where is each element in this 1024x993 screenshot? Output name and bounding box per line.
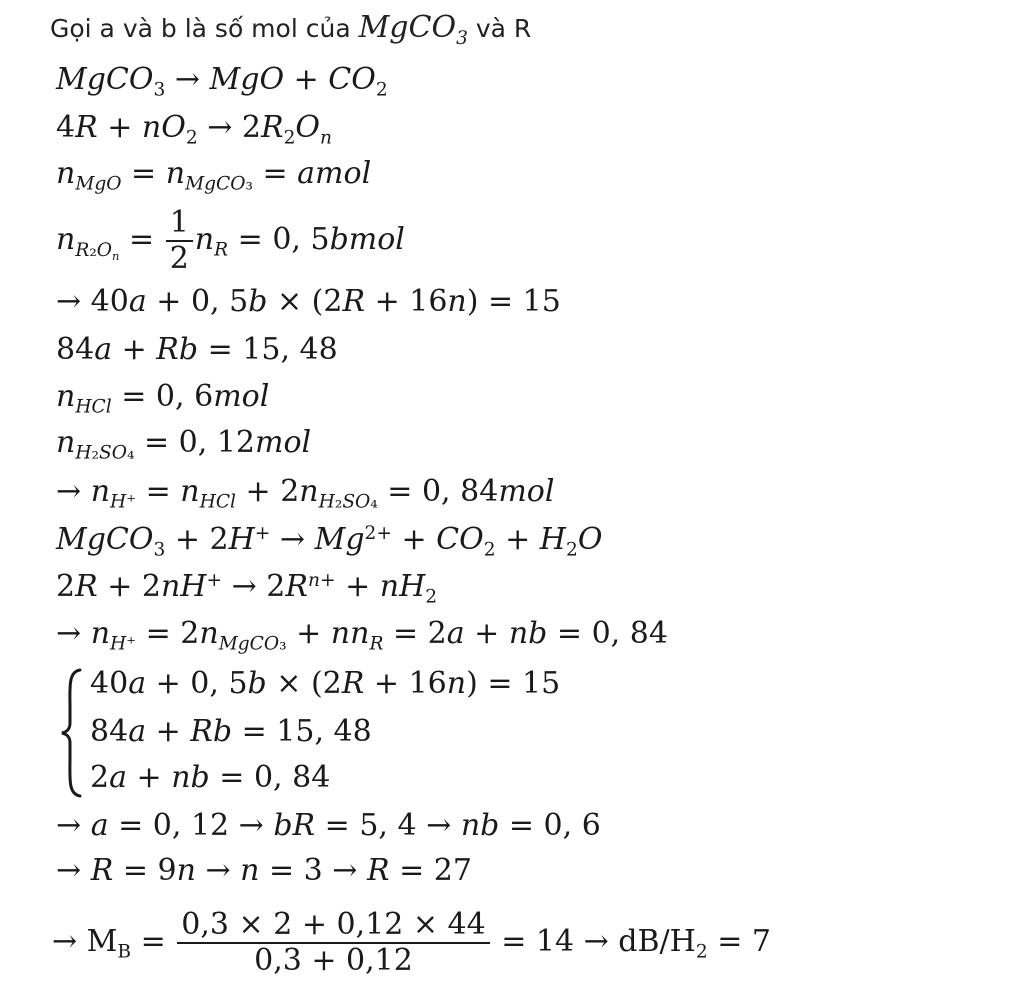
final-result-line: → $M_B$ = $\frac{0,3 \times 2 + 0,12 \times 44}{0,3 + 0,12}$ = $14 \to dB/H_2 = 7$ (52, 907, 771, 978)
system-equation-2: 84a + Rb = 15, 48 (90, 714, 372, 749)
equation-line-8: $n_{H_2SO_4} = 0$, 12mol (56, 425, 312, 464)
system-equation-3: 2a + nb = 0, 84 (90, 760, 331, 795)
intro-formula: MgCO$_3$ (358, 10, 468, 49)
equation-line-12: → $n_{H^+} = 2n_{MgCO_3} + nn_R = 2a$ + nb = 0, 84 (56, 616, 668, 655)
system-brace (60, 668, 82, 798)
intro-sentence (50, 8, 531, 49)
equation-line-2: $4R + nO_2 \to 2R_2O_n$ (56, 110, 332, 149)
equation-line-5: → 40a + 0, 5b × (2R + 16n) = 15 (56, 284, 561, 319)
system-equation-1: 40a + 0, 5b × (2R + 16n) = 15 (90, 666, 561, 701)
result-line-2: → R = 9n → n = 3 → R = 27 (56, 853, 472, 888)
equation-line-6: 84a + Rb = 15, 48 (56, 332, 338, 367)
equation-line-4: $n_{R_2O_n}$ = $\frac{1}{2}$ $n_R = 0$, 5bmol (56, 205, 405, 276)
equation-line-10: MgCO$_3$ + $2H^+ \to Mg^{2+} + CO_2 + H_2O$ (56, 522, 603, 561)
intro-text-prefix: Gọi a và b là số mol của (50, 14, 359, 43)
fraction-one-half: $\frac{1}{2}$ (166, 206, 193, 276)
intro-text-suffix: và R (467, 14, 532, 43)
equation-line-9: → $n_{H^+} = n_{HCl} + 2n_{H_2SO_4} = 0$, 84mol (56, 474, 555, 513)
final-fraction (177, 908, 489, 978)
result-line-1: → a = 0, 12 → bR = 5, 4 → nb = 0, 6 (56, 808, 601, 843)
equation-line-3: $n_{MgO} = n_{MgCO_3}$ = amol (56, 156, 372, 195)
final-fraction-numerator: 0,3 × 2 + 0,12 × 44 (177, 908, 489, 944)
equation-line-1: MgCO$_3$ → MgO + $CO_2$ (56, 62, 388, 101)
equation-line-11: $2R + 2nH^+ \to 2R^{n+} + nH_2$ (56, 569, 438, 608)
equation-line-7: $n_{HCl} = 0$, 6mol (56, 379, 270, 418)
final-fraction-denominator: 0,3 + 0,12 (254, 943, 413, 978)
